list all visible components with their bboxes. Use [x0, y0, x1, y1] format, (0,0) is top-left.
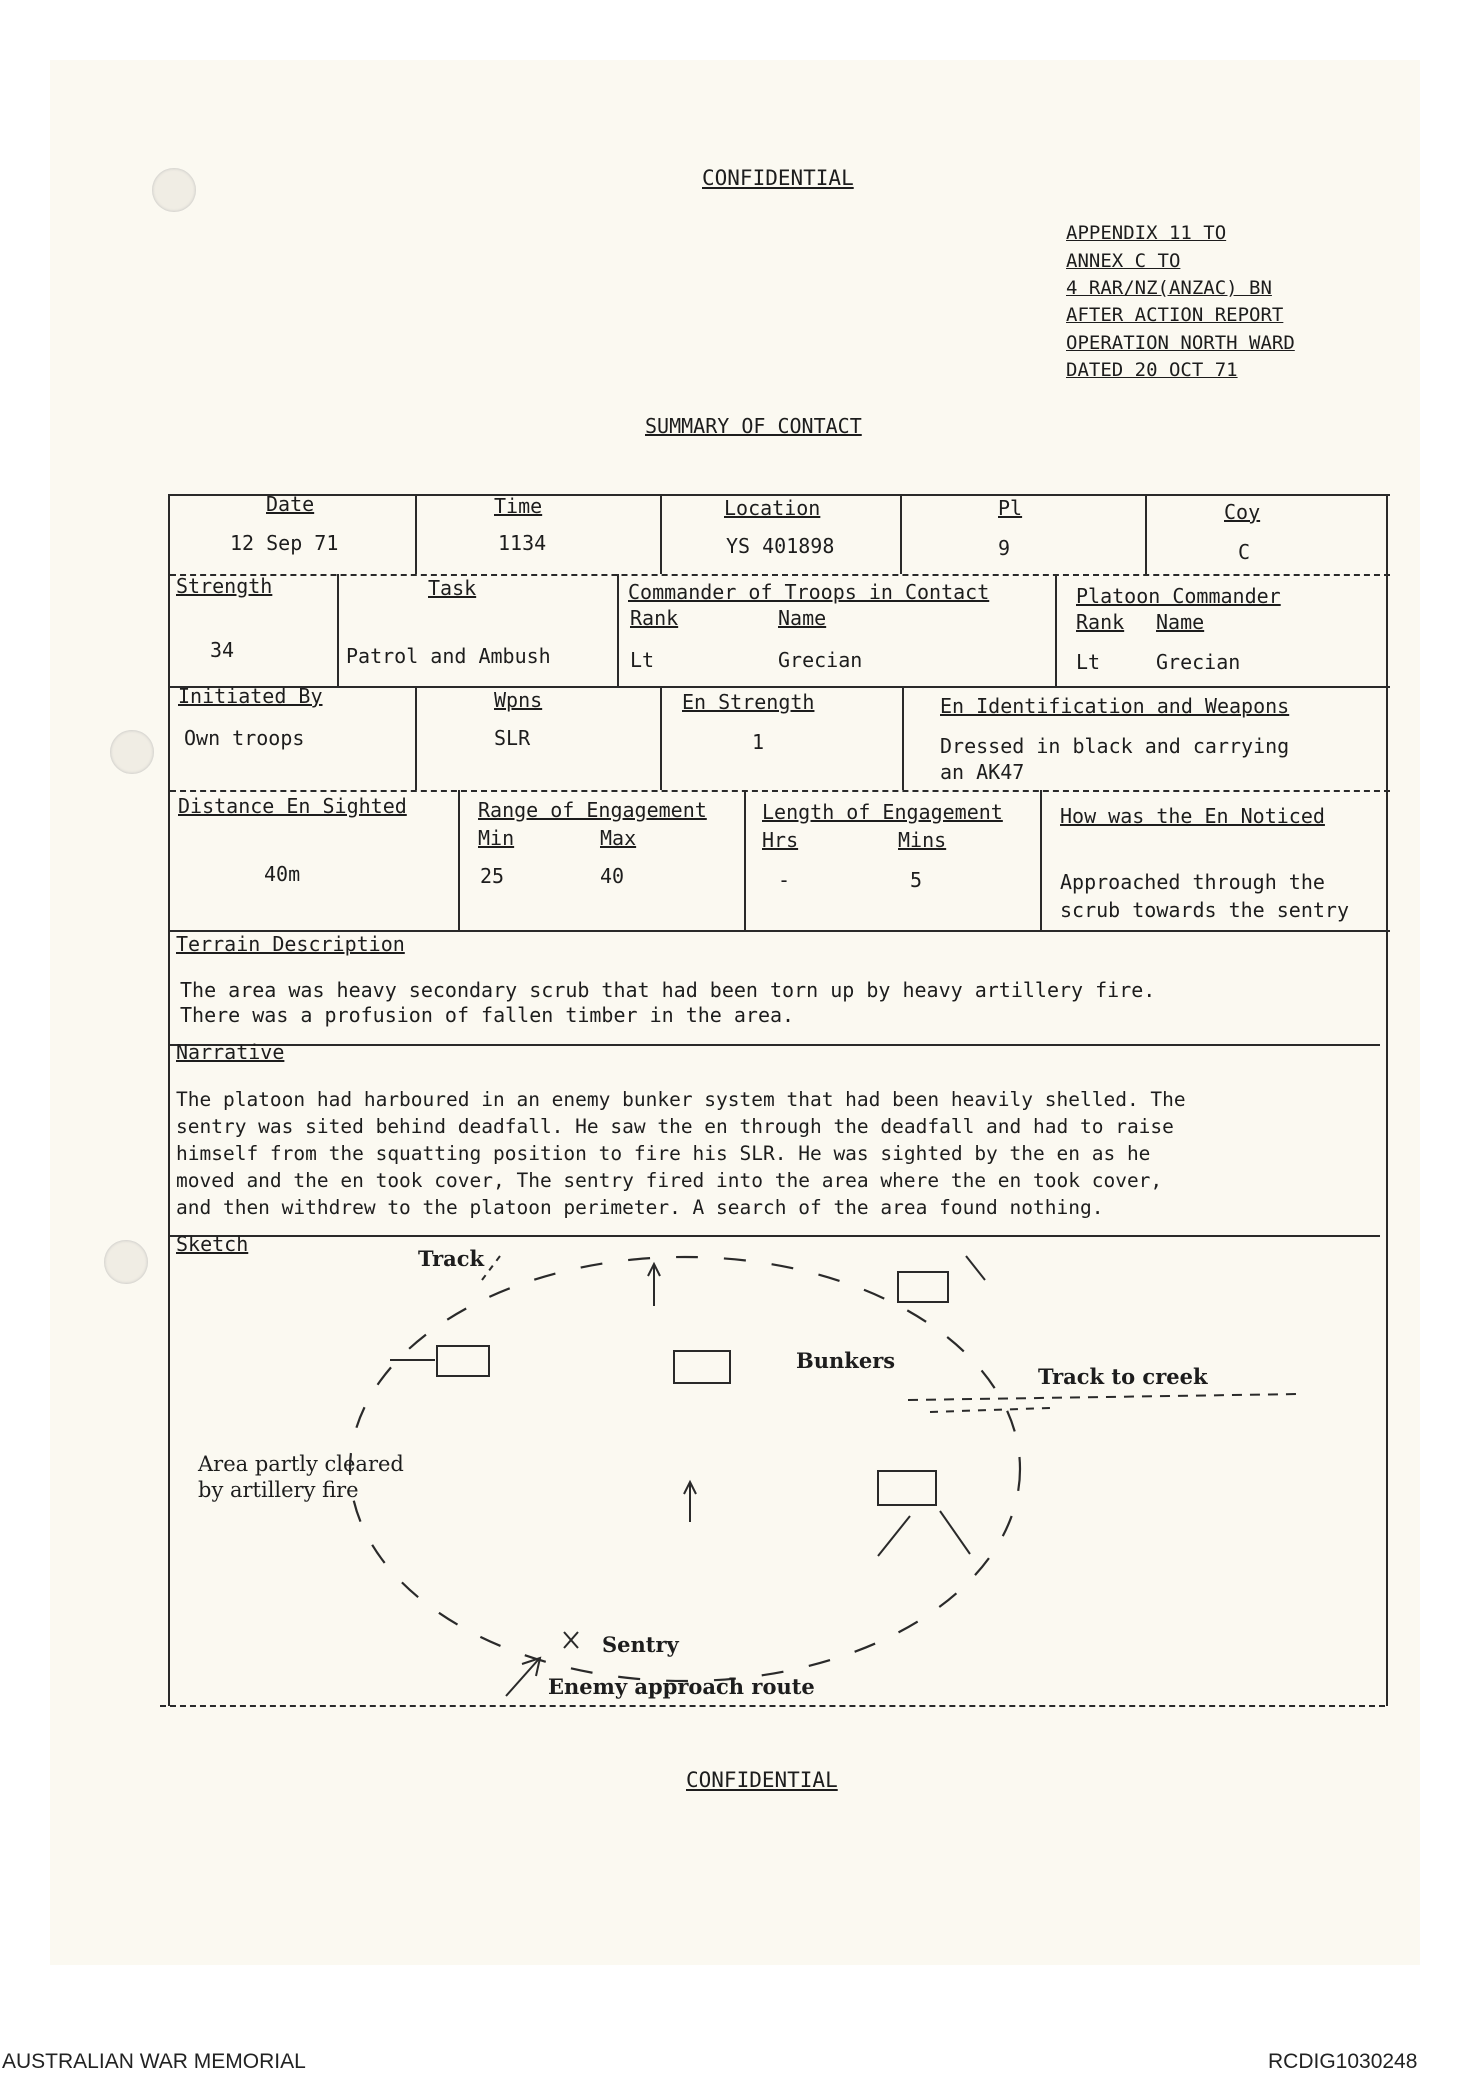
length-hrs-label: Hrs	[762, 828, 799, 852]
arc-of-fire	[940, 1511, 970, 1554]
time-value: 1134	[498, 531, 547, 555]
footer-right: RCDIG1030248	[1268, 2050, 1418, 2073]
coy-value: C	[1238, 540, 1251, 564]
length-label: Length of Engagement	[762, 800, 1003, 824]
range-min-value: 25	[480, 864, 505, 888]
cell-divider	[900, 494, 902, 574]
en-identification-label: En Identification and Weapons	[940, 694, 1290, 718]
cell-divider	[458, 790, 460, 930]
narrative-label: Narrative	[176, 1040, 285, 1064]
narrative-text: sentry was sited behind deadfall. He saw the en through the deadfall and had to raise	[176, 1115, 1174, 1138]
sketch-label: Sketch	[176, 1232, 249, 1256]
task-value: Patrol and Ambush	[346, 644, 551, 668]
narrative-text: himself from the squatting position to fire his SLR. He was sighted by the en as he	[176, 1142, 1151, 1165]
commander-rank-label: Rank	[630, 606, 679, 630]
appendix-line: APPENDIX 11 TO	[1066, 222, 1227, 244]
table-rule	[170, 790, 1390, 792]
en-strength-value: 1	[752, 730, 765, 754]
range-max-label: Max	[600, 826, 637, 850]
cell-divider	[744, 790, 746, 930]
sketch-area-label: by artillery fire	[198, 1478, 359, 1502]
cell-divider	[415, 686, 417, 790]
track-to-creek	[908, 1394, 1300, 1400]
length-mins-value: 5	[910, 868, 923, 892]
terrain-label: Terrain Description	[176, 932, 405, 956]
arc-of-fire	[878, 1516, 910, 1556]
time-label: Time	[494, 494, 543, 518]
noticed-value: scrub towards the sentry	[1060, 898, 1349, 922]
track-to-creek	[930, 1408, 1050, 1412]
platoon-rank: Lt	[1076, 650, 1101, 674]
appendix-line: 4 RAR/NZ(ANZAC) BN	[1066, 277, 1272, 299]
narrative-text: and then withdrew to the platoon perimeter. A search of the area found nothing.	[176, 1196, 1104, 1219]
strength-value: 34	[210, 638, 235, 662]
weapons-value: SLR	[494, 726, 531, 750]
appendix-line: OPERATION NORTH WARD	[1066, 332, 1295, 354]
platoon-commander-label: Platoon Commander	[1076, 584, 1281, 608]
coy-label: Coy	[1224, 500, 1261, 524]
en-strength-label: En Strength	[682, 690, 815, 714]
noticed-label: How was the En Noticed	[1060, 804, 1325, 828]
bunker-icon	[437, 1346, 489, 1376]
commander-name: Grecian	[778, 648, 863, 672]
en-identification-value: an AK47	[940, 760, 1025, 784]
cell-divider	[1145, 494, 1147, 574]
distance-value: 40m	[264, 862, 301, 886]
terrain-text: There was a profusion of fallen timber in the area.	[180, 1003, 795, 1027]
punch-hole	[110, 730, 154, 774]
cell-divider	[337, 574, 339, 686]
commander-name-label: Name	[778, 606, 827, 630]
noticed-value: Approached through the	[1060, 870, 1325, 894]
bunker-icon	[878, 1471, 936, 1505]
footer-left: AUSTRALIAN WAR MEMORIAL	[2, 2050, 306, 2073]
appendix-line: ANNEX C TO	[1066, 250, 1181, 272]
location-label: Location	[724, 496, 821, 520]
appendix-line: AFTER ACTION REPORT	[1066, 304, 1284, 326]
platoon-perimeter	[350, 1257, 1020, 1681]
bunker-icon	[898, 1272, 948, 1302]
commander-label: Commander of Troops in Contact	[628, 580, 990, 604]
weapons-label: Wpns	[494, 688, 543, 712]
bunker-icon	[674, 1351, 730, 1383]
table-rule	[170, 1044, 1380, 1046]
punch-hole	[104, 1240, 148, 1284]
cell-divider	[1055, 574, 1057, 686]
location-value: YS 401898	[726, 534, 835, 558]
date-label: Date	[266, 492, 315, 516]
cell-divider	[617, 574, 619, 686]
sketch-track-creek-label: Track to creek	[1038, 1364, 1208, 1389]
initiated-value: Own troops	[184, 726, 305, 750]
terrain-text: The area was heavy secondary scrub that had been torn up by heavy artillery fire.	[180, 978, 1156, 1002]
arc-of-fire	[966, 1256, 985, 1280]
length-mins-label: Mins	[898, 828, 947, 852]
date-value: 12 Sep 71	[230, 531, 339, 555]
table-rule	[170, 574, 1390, 576]
platoon-name: Grecian	[1156, 650, 1241, 674]
pl-label: Pl	[998, 496, 1023, 520]
table-rule	[170, 686, 1390, 688]
sketch-bunkers-label: Bunkers	[796, 1348, 896, 1373]
track-line	[482, 1256, 500, 1280]
appendix-line: DATED 20 OCT 71	[1066, 359, 1238, 381]
cell-divider	[415, 494, 417, 574]
sketch-approach-label: Enemy approach route	[548, 1674, 815, 1699]
range-max-value: 40	[600, 864, 625, 888]
page-title: SUMMARY OF CONTACT	[645, 414, 862, 438]
en-identification-value: Dressed in black and carrying	[940, 734, 1290, 758]
commander-rank: Lt	[630, 648, 655, 672]
sketch-area-label: Area partly cleared	[198, 1452, 404, 1476]
strength-label: Strength	[176, 574, 273, 598]
cell-divider	[1040, 790, 1042, 930]
range-label: Range of Engagement	[478, 798, 707, 822]
initiated-label: Initiated By	[178, 684, 323, 708]
cell-divider	[902, 686, 904, 790]
length-hrs-value: -	[778, 868, 791, 892]
sketch-sentry-label: Sentry	[602, 1632, 679, 1657]
distance-label: Distance En Sighted	[178, 794, 407, 818]
task-label: Task	[428, 576, 477, 600]
cell-divider	[660, 686, 662, 790]
platoon-rank-label: Rank	[1076, 610, 1125, 634]
table-border-right	[1386, 494, 1388, 1706]
pl-value: 9	[998, 536, 1011, 560]
range-min-label: Min	[478, 826, 515, 850]
classification-top: CONFIDENTIAL	[702, 166, 854, 190]
narrative-text: moved and the en took cover, The sentry fired into the area where the en took cover,	[176, 1169, 1163, 1192]
sketch-track-label: Track	[418, 1246, 485, 1271]
platoon-name-label: Name	[1156, 610, 1205, 634]
punch-hole	[152, 168, 196, 212]
classification-bottom: CONFIDENTIAL	[686, 1768, 838, 1792]
cell-divider	[660, 494, 662, 574]
narrative-text: The platoon had harboured in an enemy bunker system that had been heavily shelled. The	[176, 1088, 1186, 1111]
approach-arrow	[506, 1660, 538, 1696]
